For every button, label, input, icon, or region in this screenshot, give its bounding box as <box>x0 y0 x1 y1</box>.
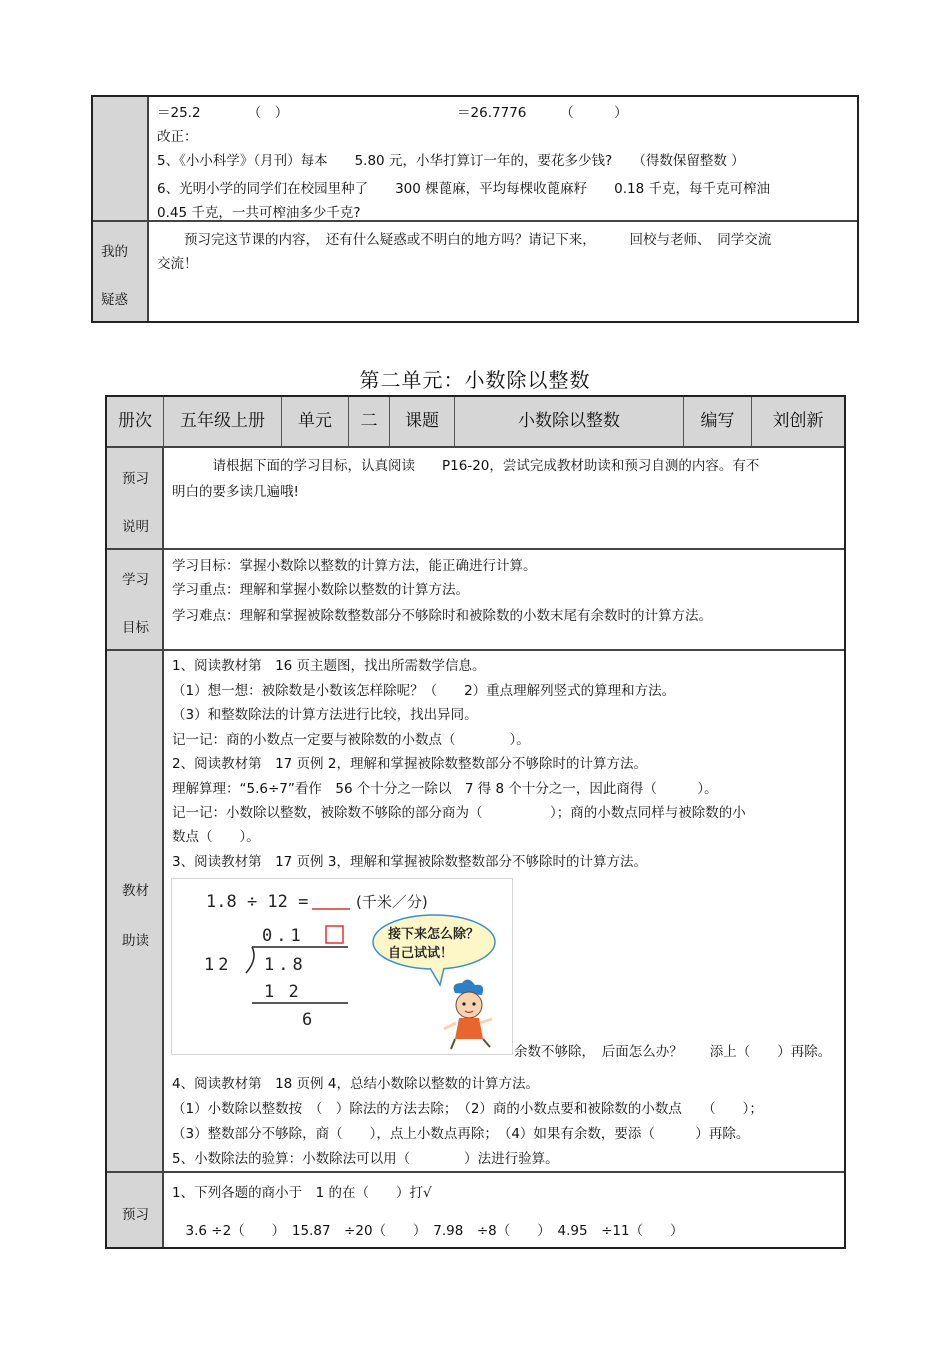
label-self-test: 预习 <box>122 1207 149 1223</box>
continuation-table <box>91 95 859 323</box>
fig-subtrahend: 1 2 <box>264 982 301 1002</box>
row-label-cell <box>107 448 164 548</box>
row-label-cell <box>107 651 164 1171</box>
goal-line: 学习目标：掌握小数除以整数的计算方法，能正确进行计算。 <box>172 558 537 574</box>
label-doubts: 疑惑 <box>101 292 128 308</box>
key-point-line: 学习重点：理解和掌握小数除以整数的计算方法。 <box>172 582 469 598</box>
reading-item-4-rules-2: （3）整数部分不够除，商（ ），点上小数点再除； （4）如果有余数，要添（ ）再除。 <box>172 1126 750 1142</box>
label-study: 学习 <box>122 572 149 588</box>
reading-item-3: 3、阅读教材第 17 页例 3，理解和掌握被除数整数部分不够除时的计算方法。 <box>172 854 647 870</box>
label-goals: 目标 <box>122 620 149 636</box>
self-test-row <box>107 1173 844 1247</box>
preview-note-row <box>107 448 844 550</box>
header-row <box>107 397 844 448</box>
header-topic-label: 课题 <box>390 397 455 446</box>
row-label-cell <box>93 222 149 321</box>
problem-5: 5、《小小科学》（月刊）每本 5.80 元，小华打算订一年的，要花多少钱? （得数保留整数 ） <box>157 153 745 169</box>
header-unit-label: 单元 <box>282 397 349 446</box>
doubts-line-1: 预习完这节课的内容， 还有什么疑惑或不明白的地方吗？请记下来， 回校与老师、 同学交流 <box>157 232 772 248</box>
self-test-items: 3.6 ÷2（ ） 15.87 ÷20（ ） 7.98 ÷8（ ） 4.95 ÷11（ ） <box>172 1223 684 1239</box>
header-unit-value: 二 <box>349 397 390 446</box>
lesson-table <box>105 395 846 1249</box>
label-textbook: 教材 <box>122 883 149 899</box>
fig-unit: (千米／分) <box>356 893 428 911</box>
speech-bubble-tail <box>430 968 444 985</box>
reading-understand: 理解算理：“5.6÷7”看作 56 个十分之一除以 7 得 8 个十分之一，因此商得（ ）。 <box>172 781 718 797</box>
reading-note-1: 记一记：商的小数点一定要与被除数的小数点（ ）。 <box>172 732 530 748</box>
reading-note-2: 记一记：小数除以整数，被除数不够除的部分商为（ ）；商的小数点同样与被除数的小 <box>172 805 746 821</box>
answer-blanks-line: ＝25.2 （ ） ＝26.7776 （ ） <box>157 105 628 121</box>
row-label-cell <box>93 97 149 220</box>
fig-equation-left: 1.8 ÷ 12 = <box>206 892 309 912</box>
goals-row <box>107 550 844 651</box>
goals-body <box>164 550 844 649</box>
preview-note-line-1: 请根据下面的学习目标，认真阅读 P16-20，尝试完成教材助读和预习自测的内容。有不 <box>172 458 760 474</box>
header-volume-label: 册次 <box>107 397 164 446</box>
figure-after-text: 余数不够除， 后面怎么办？ 添上（ ）再除。 <box>514 1044 832 1060</box>
correction-label: 改正： <box>157 129 198 145</box>
reading-item-2: 2、阅读教材第 17 页例 2，理解和掌握被除数整数部分不够除时的计算方法。 <box>172 756 647 772</box>
cartoon-girl-icon <box>444 979 492 1049</box>
bubble-line-2: 自己试试！ <box>388 946 454 961</box>
label-preview: 预习 <box>122 471 149 487</box>
self-test-question: 1、下列各题的商小于 1 的在（ ）打√ <box>172 1185 432 1201</box>
self-test-body <box>164 1173 844 1247</box>
preview-note-line-2: 明白的要多读几遍哦! <box>172 484 299 500</box>
questions-row <box>93 222 857 321</box>
long-division-figure <box>171 878 513 1055</box>
row-label-cell <box>107 550 164 649</box>
reading-item-4: 4、阅读教材第 18 页例 4，总结小数除以整数的计算方法。 <box>172 1076 539 1092</box>
reading-item-5: 5、小数除法的验算：小数除法可以用（ ）法进行验算。 <box>172 1151 559 1167</box>
fig-remainder: 6 <box>302 1010 313 1030</box>
bubble-line-1: 接下来怎么除？ <box>388 927 480 942</box>
fig-divisor: 12 <box>204 955 233 975</box>
label-note: 说明 <box>122 519 149 535</box>
reading-note-2-cont: 数点（ ）。 <box>172 829 260 845</box>
section-title: 第二单元：小数除以整数 <box>359 368 591 392</box>
exercise-row <box>93 97 857 222</box>
problem-6-line-1: 6、光明小学的同学们在校园里种了 300 棵蓖麻，平均每棵收蓖麻籽 0.18 千克，每千克可榨油 <box>157 181 770 197</box>
row-label-cell <box>107 1173 164 1247</box>
difficulty-line: 学习难点：理解和掌握被除数整数部分不够除时和被除数的小数末尾有余数时的计算方法。 <box>172 608 712 624</box>
quotient-answer-box <box>326 926 343 943</box>
fig-quotient: 0.1 <box>262 926 305 946</box>
doubts-line-2: 交流！ <box>157 256 198 272</box>
reading-item-1-q3: （3）和整数除法的计算方法进行比较，找出异同。 <box>172 707 478 723</box>
reading-item-4-rules-1: （1）小数除以整数按 （ ）除法的方法去除； （2）商的小数点要和被除数的小数点 （ ）； <box>172 1101 763 1117</box>
division-bracket <box>246 947 254 973</box>
header-author-value: 刘创新 <box>772 411 824 431</box>
preview-note-body <box>164 448 844 548</box>
long-division-illustration <box>172 879 512 1054</box>
reading-guide-row <box>107 651 844 1173</box>
header-topic-value: 小数除以整数 <box>455 397 684 446</box>
label-guide: 助读 <box>122 933 149 949</box>
problem-6-line-2: 0.45 千克，一共可榨油多少千克? <box>157 205 361 221</box>
reading-guide-body <box>164 651 844 1171</box>
header-volume-value: 五年级上册 <box>164 397 282 446</box>
reading-item-1: 1、阅读教材第 16 页主题图，找出所需数学信息。 <box>172 658 486 674</box>
fig-dividend: 1.8 <box>264 955 307 975</box>
label-my: 我的 <box>101 244 128 260</box>
reading-item-1-q1: （1）想一想：被除数是小数该怎样除呢？（ 2）重点理解列竖式的算理和方法。 <box>172 683 676 699</box>
header-author-label: 编写 <box>684 397 752 446</box>
